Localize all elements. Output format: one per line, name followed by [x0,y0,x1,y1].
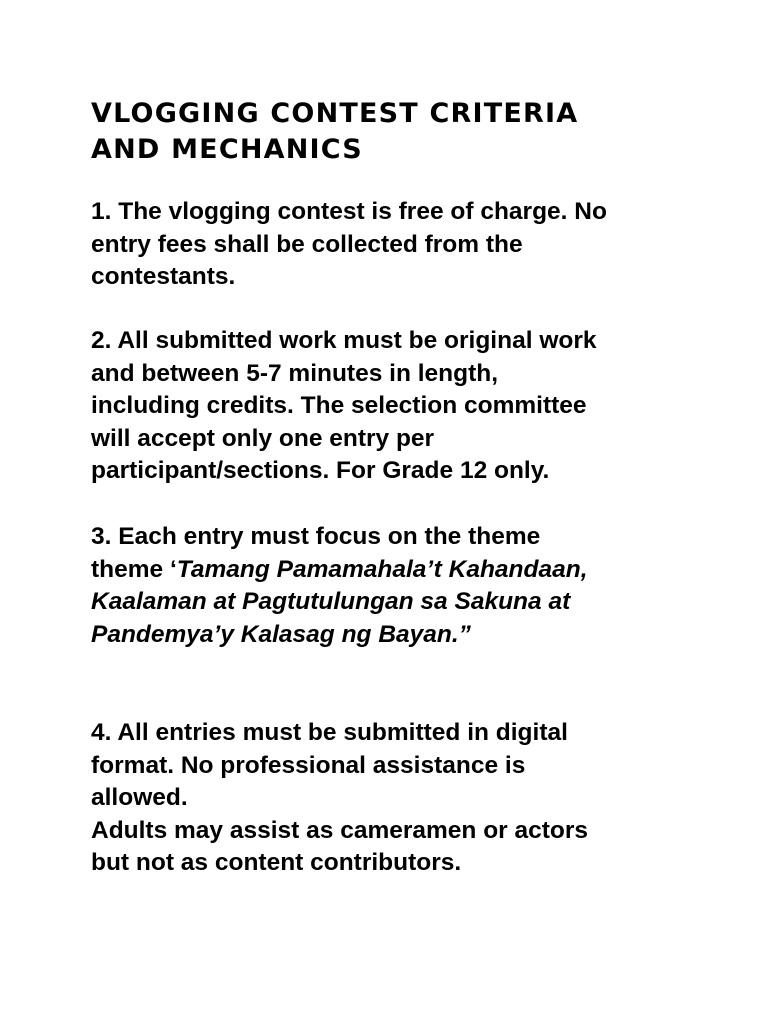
text-line: but not as content contributors. [91,849,462,876]
criteria-item-1 [91,196,711,294]
text-line: allowed. [91,784,188,811]
theme-title-part: Kaalaman at Pagtutulungan sa Sakuna at [91,588,571,615]
theme-title-part: Tamang Pamamahala’t Kahandaan, [176,555,588,583]
criteria-item-2 [91,325,711,488]
text-line: 4. All entries must be submitted in digital [91,719,568,746]
criteria-item-3 [91,521,711,651]
text-line: participant/sections. For Grade 12 only. [91,457,550,484]
text-line [91,586,711,619]
text-line: 3. Each entry must focus on the theme [91,523,541,550]
text-line: Adults may assist as cameramen or actors [91,816,589,844]
text-line: contestants. [91,263,236,290]
text-line: format. No professional assistance is [91,751,526,779]
text-line: and between 5-7 minutes in length, [91,359,499,387]
title-line: VLOGGING CONTEST CRITERIA [91,98,579,129]
text-line: 1. The vlogging contest is free of charge. No [91,198,607,225]
title-line: AND MECHANICS [91,134,363,165]
text-line: will accept only one entry per [91,424,435,452]
theme-prefix: theme ‘ [91,555,177,583]
theme-title-part: Pandemya’y Kalasag ng Bayan.” [91,620,471,648]
text-line [91,619,711,652]
text-line [91,554,711,587]
text-line: 2. All submitted work must be original work [91,327,597,354]
criteria-item-4 [91,717,711,880]
text-line: entry fees shall be collected from the [91,230,523,258]
text-line: including credits. The selection committee [91,392,587,419]
document-title [91,96,711,168]
